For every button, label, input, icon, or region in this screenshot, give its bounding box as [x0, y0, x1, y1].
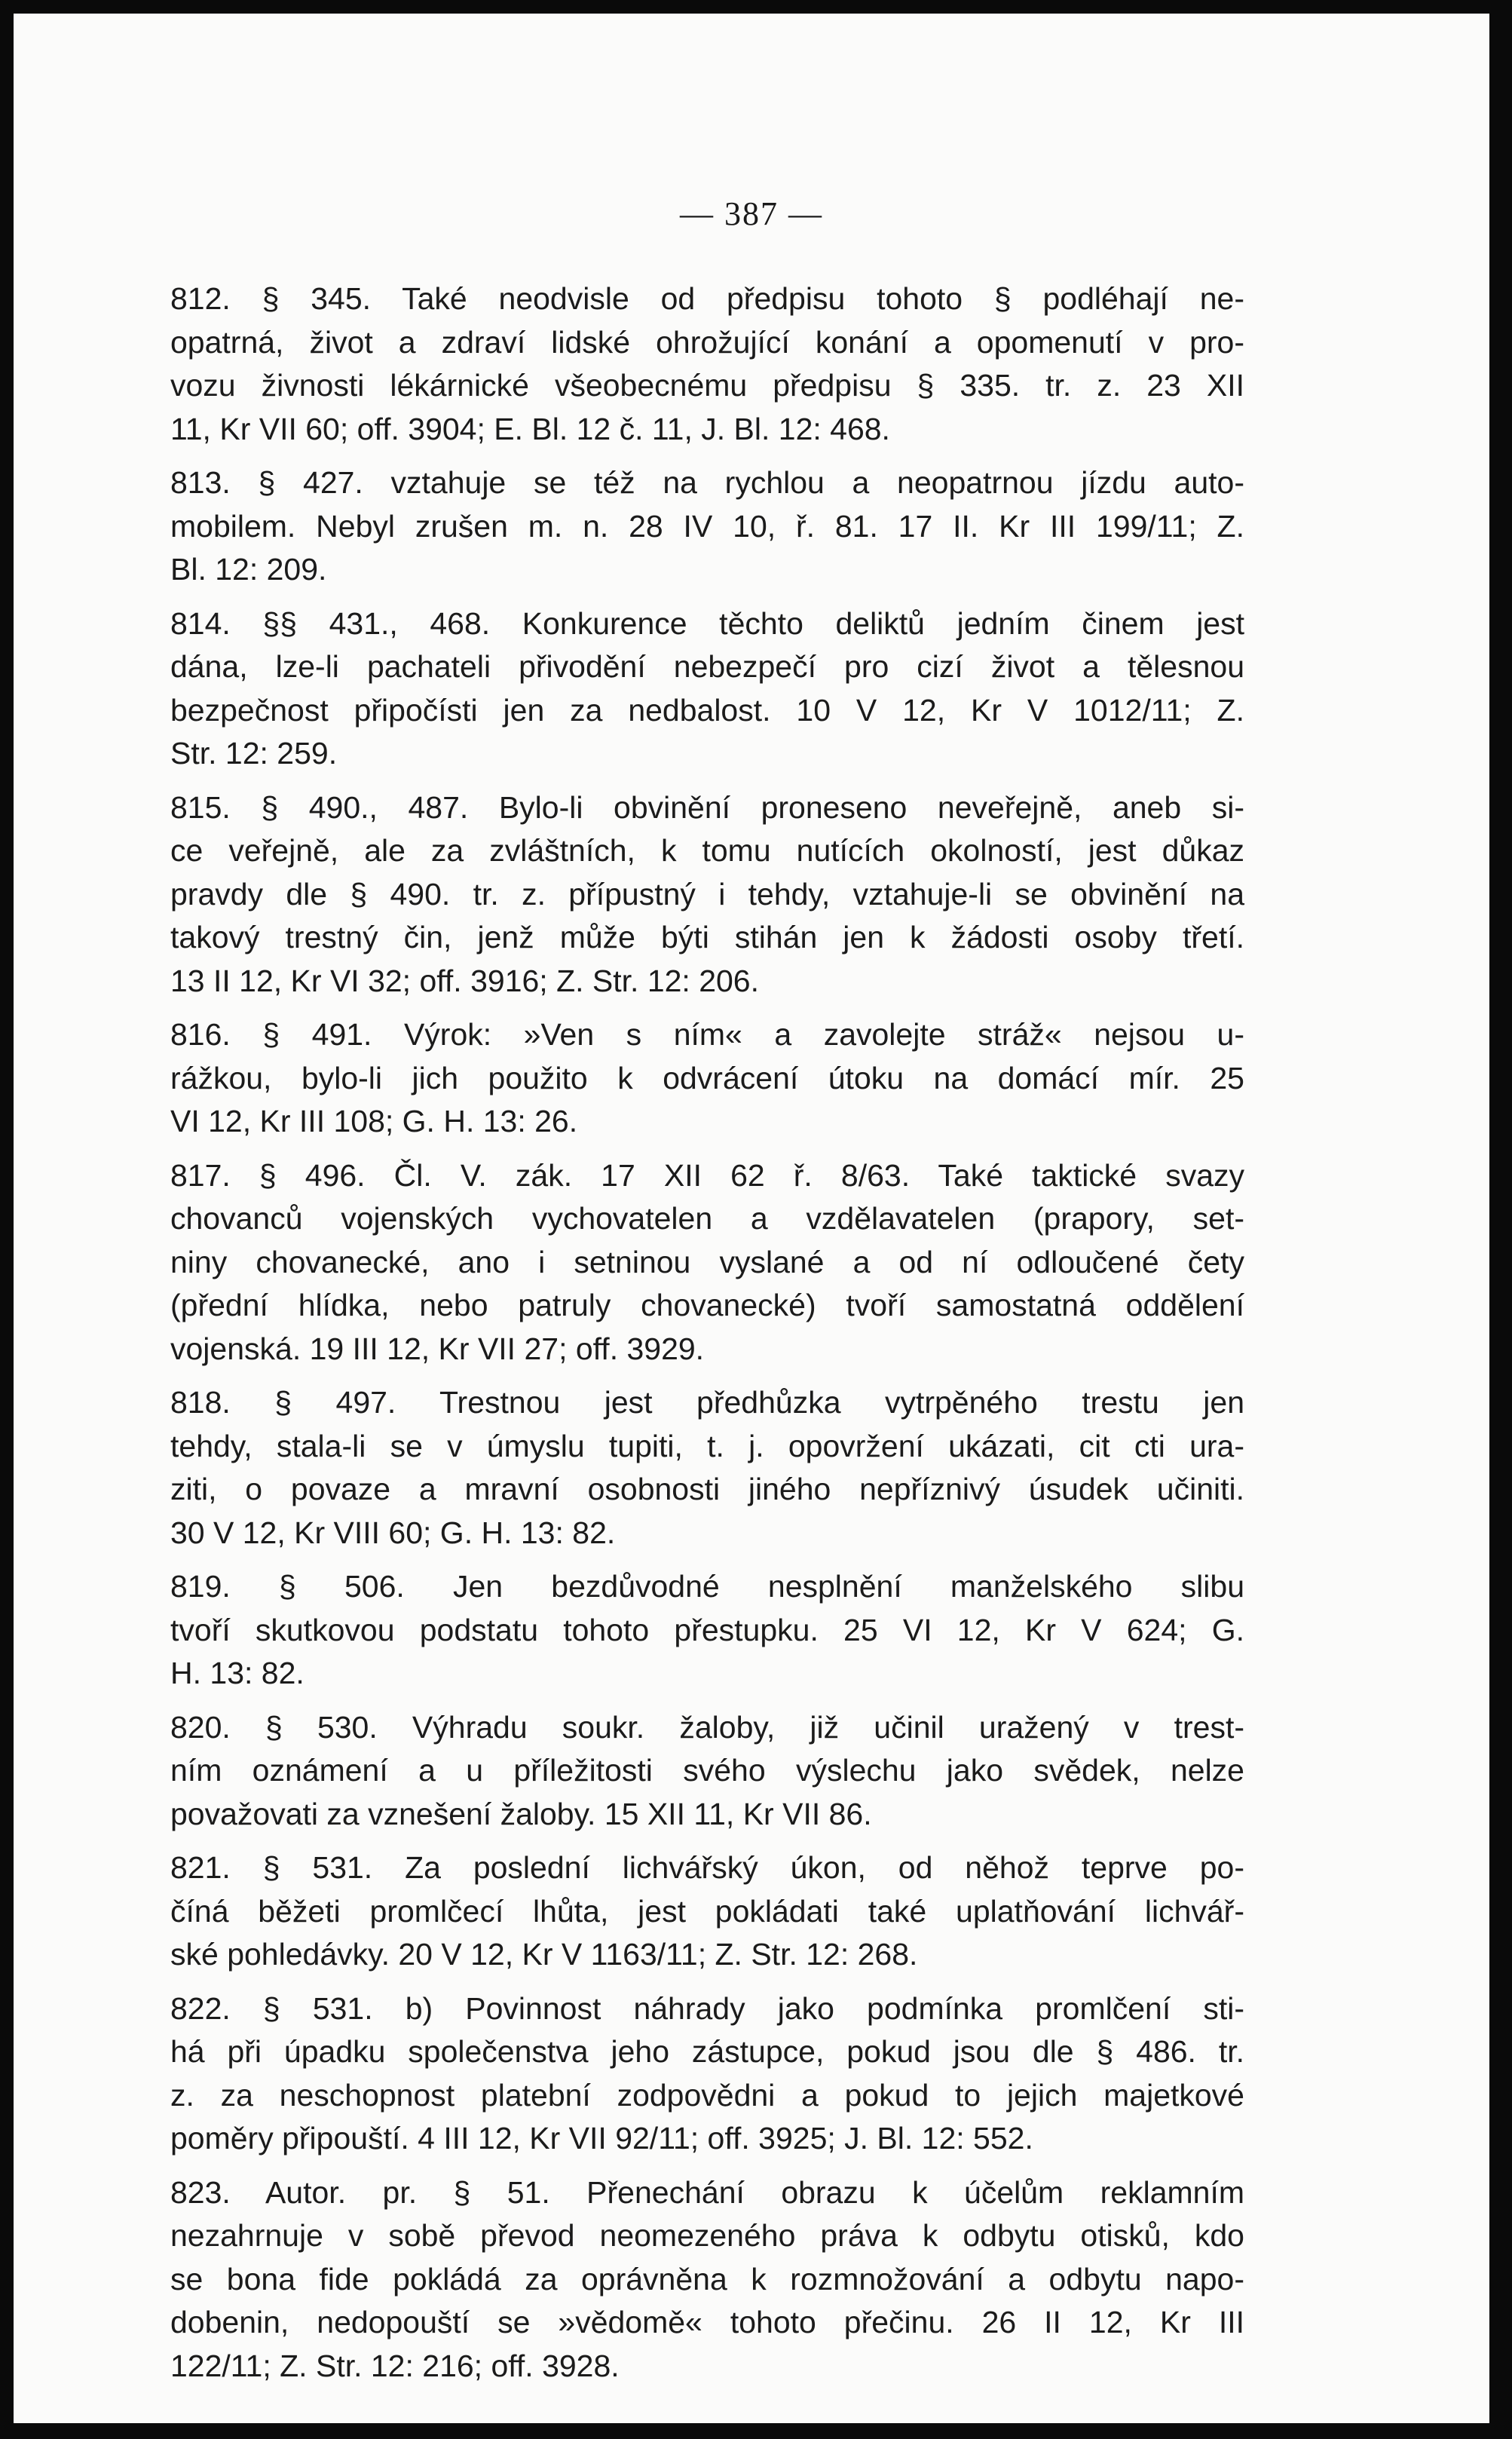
page-body	[170, 277, 1244, 2398]
text-line: VI 12, Kr III 108; G. H. 13: 26.	[170, 1104, 578, 1138]
text-line: Str. 12: 259.	[170, 736, 338, 771]
text-line: 30 V 12, Kr VIII 60; G. H. 13: 82.	[170, 1515, 616, 1550]
text-line: 822. § 531. b) Povinnost náhrady jako podmínka promlčení sti-	[170, 1990, 1244, 2026]
text-line: Bl. 12: 209.	[170, 552, 327, 587]
text-line: há při úpadku společenstva jeho zástupce, pokud jsou dle § 486. tr.	[170, 2034, 1244, 2069]
text-line: ním oznámení a u příležitosti svého výslechu jako svědek, nelze	[170, 1753, 1244, 1788]
entry-814	[170, 602, 1244, 776]
text-line: niny chovanecké, ano i setninou vyslané a od ní odloučené čety	[170, 1244, 1244, 1279]
entry-823	[170, 2171, 1244, 2388]
text-line: 814. §§ 431., 468. Konkurence těchto deliktů jedním činem jest	[170, 605, 1244, 641]
text-line: považovati za vznešení žaloby. 15 XII 11, Kr VII 86.	[170, 1796, 872, 1831]
text-line: dobenin, nedopouští se »vědomě« tohoto přečinu. 26 II 12, Kr III	[170, 2305, 1244, 2339]
text-line: pravdy dle § 490. tr. z. přípustný i tehdy, vztahuje-li se obvinění na	[170, 876, 1244, 912]
page-number-header: — 387 —	[680, 195, 823, 232]
text-line: opatrná, život a zdraví lidské ohrožující konání a opomenutí v pro-	[170, 324, 1244, 360]
text-line: H. 13: 82.	[170, 1656, 305, 1690]
text-line: vozu živnosti lékárnické všeobecnému předpisu § 335. tr. z. 23 XII	[170, 368, 1244, 403]
text-line: rážkou, bylo-li jich použito k odvrácení útoku na domácí mír. 25	[170, 1060, 1244, 1095]
text-line: mobilem. Nebyl zrušen m. n. 28 IV 10, ř. 81. 17 II. Kr III 199/11; Z.	[170, 508, 1244, 544]
text-line: (přední hlídka, nebo patruly chovanecké) tvoří samostatná oddělení	[170, 1288, 1244, 1322]
entry-816	[170, 1013, 1244, 1144]
text-line: 817. § 496. Čl. V. zák. 17 XII 62 ř. 8/63. Také taktické svazy	[170, 1157, 1244, 1193]
text-line: 816. § 491. Výrok: »Ven s ním« a zavolejte stráž« nejsou u-	[170, 1017, 1244, 1052]
text-line: dána, lze-li pachateli přivodění nebezpečí pro cizí život a tělesnou	[170, 649, 1244, 684]
entry-820	[170, 1706, 1244, 1837]
text-line: poměry připouští. 4 III 12, Kr VII 92/11; off. 3925; J. Bl. 12: 552.	[170, 2121, 1033, 2156]
entry-818	[170, 1381, 1244, 1555]
text-line: 815. § 490., 487. Bylo-li obvinění proneseno neveřejně, aneb si-	[170, 789, 1244, 825]
text-line: nezahrnuje v sobě převod neomezeného práva k odbytu otisků, kdo	[170, 2218, 1244, 2253]
entry-822	[170, 1987, 1244, 2161]
text-line: chovanců vojenských vychovatelen a vzdělavatelen (prapory, set-	[170, 1201, 1244, 1236]
text-line: ziti, o povaze a mravní osobnosti jiného nepříznivý úsudek učiniti.	[170, 1472, 1244, 1506]
text-line: 818. § 497. Trestnou jest předhůzka vytrpěného trestu jen	[170, 1385, 1244, 1420]
text-line: z. za neschopnost platební zodpovědni a pokud to jejich majetkové	[170, 2077, 1244, 2113]
text-line: ské pohledávky. 20 V 12, Kr V 1163/11; Z. Str. 12: 268.	[170, 1937, 918, 1972]
text-line: tehdy, stala-li se v úmyslu tupiti, t. j. opovržení ukázati, cit cti ura-	[170, 1428, 1244, 1463]
text-line: se bona fide pokládá za oprávněna k rozmnožování a odbytu napo-	[170, 2261, 1244, 2297]
entry-815	[170, 786, 1244, 1003]
entry-819	[170, 1565, 1244, 1696]
text-line: 820. § 530. Výhradu soukr. žaloby, již učinil uražený v trest-	[170, 1709, 1244, 1745]
entry-817	[170, 1154, 1244, 1371]
document-page	[14, 14, 1489, 2423]
text-line: 819. § 506. Jen bezdůvodné nesplnění manželského slibu	[170, 1569, 1244, 1604]
text-line: tvoří skutkovou podstatu tohoto přestupku. 25 VI 12, Kr V 624; G.	[170, 1612, 1244, 1647]
text-line: číná běžeti promlčecí lhůta, jest pokládati také uplatňování lichvář-	[170, 1893, 1244, 1929]
text-line: takový trestný čin, jenž může býti stihán jen k žádosti osoby třetí.	[170, 920, 1244, 954]
text-line: 13 II 12, Kr VI 32; off. 3916; Z. Str. 12: 206.	[170, 963, 760, 998]
text-line: 823. Autor. pr. § 51. Přenechání obrazu k účelům reklamním	[170, 2174, 1244, 2210]
entry-813	[170, 461, 1244, 592]
entry-812	[170, 277, 1244, 451]
text-line: vojenská. 19 III 12, Kr VII 27; off. 3929.	[170, 1331, 705, 1366]
text-line: 812. § 345. Také neodvisle od předpisu tohoto § podléhají ne-	[170, 281, 1244, 316]
text-line: bezpečnost připočísti jen za nedbalost. 10 V 12, Kr V 1012/11; Z.	[170, 692, 1244, 728]
text-line: 813. § 427. vztahuje se též na rychlou a neopatrnou jízdu auto-	[170, 465, 1244, 500]
text-line: ce veřejně, ale za zvláštních, k tomu nutících okolností, jest důkaz	[170, 833, 1244, 868]
text-line: 821. § 531. Za poslední lichvářský úkon, od něhož teprve po-	[170, 1850, 1244, 1885]
text-line: 122/11; Z. Str. 12: 216; off. 3928.	[170, 2348, 620, 2383]
text-line: 11, Kr VII 60; off. 3904; E. Bl. 12 č. 11, J. Bl. 12: 468.	[170, 411, 890, 446]
entry-821	[170, 1846, 1244, 1977]
